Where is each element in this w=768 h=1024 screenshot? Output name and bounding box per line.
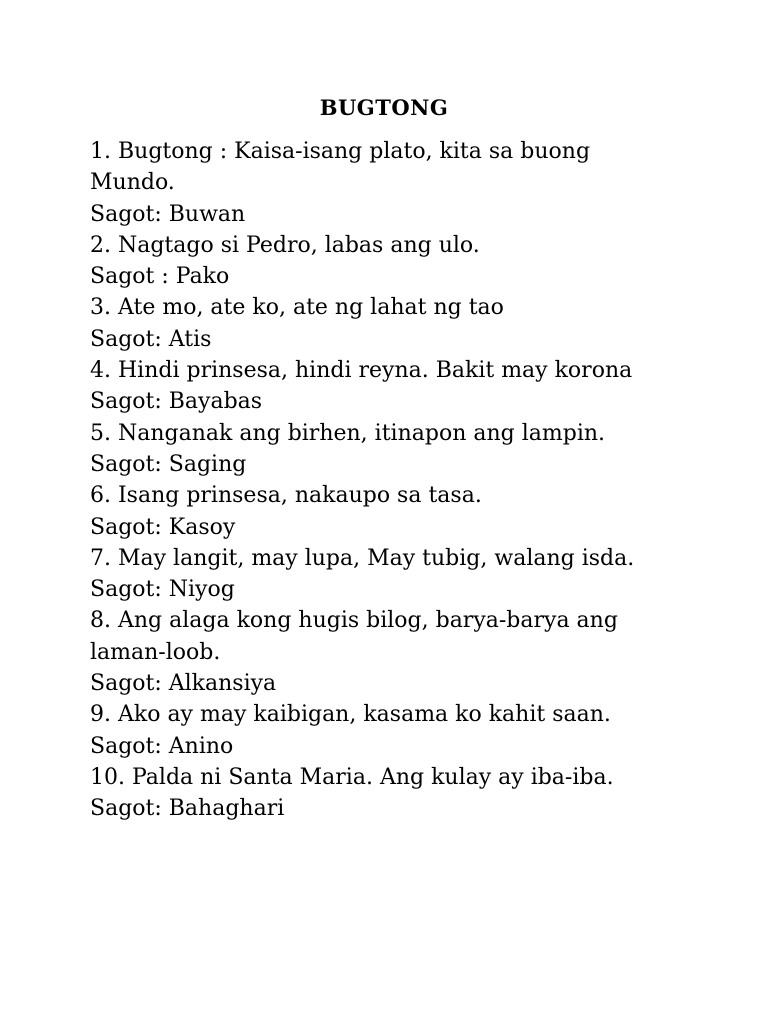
riddle-3-answer: Sagot: Atis [90, 326, 212, 352]
riddle-6-answer: Sagot: Kasoy [90, 514, 236, 540]
riddle-4-question: 4. Hindi prinsesa, hindi reyna. Bakit may korona [90, 358, 633, 384]
riddle-5-question: 5. Nanganak ang birhen, itinapon ang lampin. [90, 420, 606, 446]
riddle-3-question: 3. Ate mo, ate ko, ate ng lahat ng tao [90, 295, 504, 321]
riddle-10-answer: Sagot: Bahaghari [90, 796, 285, 822]
riddle-7-question: 7. May langit, may lupa, May tubig, walang isda. [90, 545, 635, 571]
riddle-list [90, 136, 680, 825]
riddle-1-answer: Sagot: Buwan [90, 201, 246, 227]
riddle-7-answer: Sagot: Niyog [90, 577, 235, 603]
riddle-9-question: 9. Ako ay may kaibigan, kasama ko kahit saan. [90, 702, 611, 728]
riddle-10-question: 10. Palda ni Santa Maria. Ang kulay ay iba-iba. [90, 764, 614, 790]
riddle-4-answer: Sagot: Bayabas [90, 389, 263, 415]
riddle-8-question: 8. Ang alaga kong hugis bilog, barya-barya ang [90, 608, 618, 634]
riddle-8-question-cont: laman-loob. [90, 639, 221, 665]
riddle-1-question: 1. Bugtong : Kaisa-isang plato, kita sa buong [90, 139, 591, 164]
riddle-8-answer: Sagot: Alkansiya [90, 671, 277, 697]
riddle-2-question: 2. Nagtago si Pedro, labas ang ulo. [90, 232, 480, 258]
document-title: BUGTONG [319, 95, 449, 120]
riddle-2-answer: Sagot : Pako [90, 264, 230, 290]
riddle-6-question: 6. Isang prinsesa, nakaupo sa tasa. [90, 483, 482, 509]
riddle-9-answer: Sagot: Anino [90, 733, 234, 759]
riddle-1-question-cont: Mundo. [90, 170, 175, 196]
riddle-5-answer: Sagot: Saging [90, 451, 247, 477]
